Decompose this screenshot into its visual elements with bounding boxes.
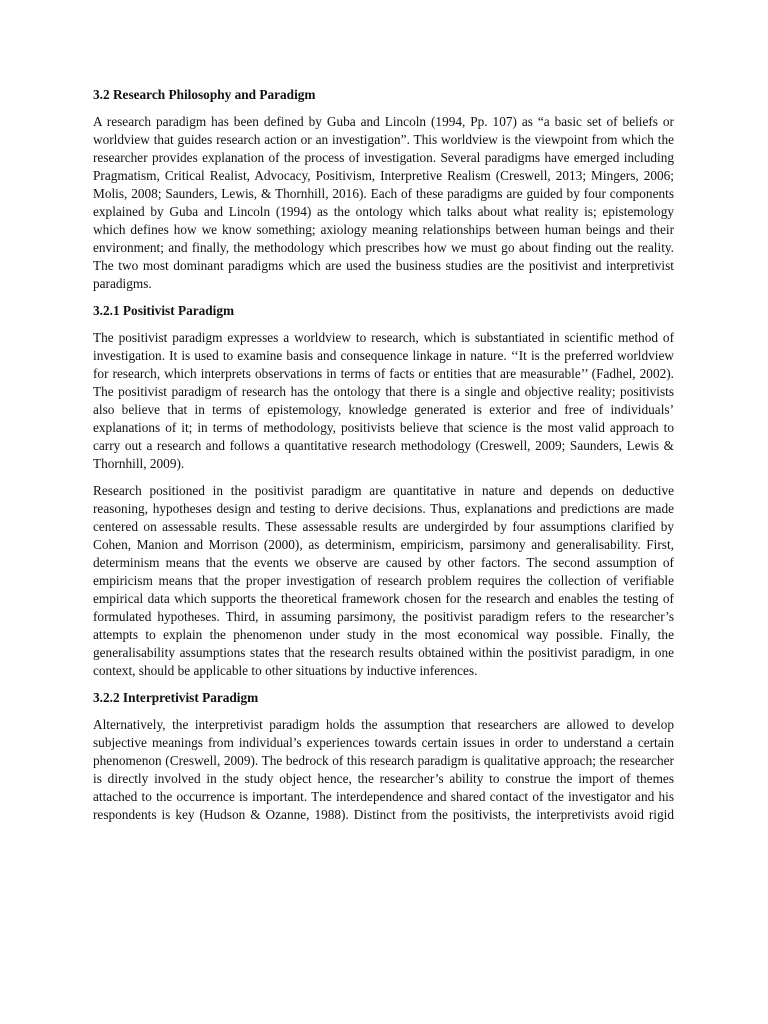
section-heading-interpretivist-paradigm: 3.2.2 Interpretivist Paradigm [93,690,259,705]
section-heading-positivist-paradigm: 3.2.1 Positivist Paradigm [93,303,235,318]
paragraph-research-paradigm-definition: A research paradigm has been defined by Guba and Lincoln (1994, Pp. 107) as “a basic set of beliefs or worldview that guides research action or an investigation”. This worldview is the viewpoint from which the researcher provides explanation of the process of investigation. Several paradigms have emerged including Pragmatism, Critical Realist, Advocacy, Positivism, Interpretive Realism (Creswell, 2013; Mingers, 2006; Molis, 2008; Saunders, Lewis, & Thornhill, 2016). Each of these paradigms are guided by four components explained by Guba and Lincoln (1994) as the ontology which talks about what reality is; epistemology which defines how we know something; axiology meaning relationships between human beings and their environment; and finally, the methodology which prescribes how we must go about finding out the reality. The two most dominant paradigms which are used the business studies are the positivist and interpretivist paradigms. [93,114,674,291]
paragraph-positivist-worldview: The positivist paradigm expresses a worldview to research, which is substantiated in scientific method of investigation. It is used to examine basis and consequence linkage in nature. ‘‘It is the preferred worldview for research, which interprets observations in terms of facts or entities that are measurable’’ (Fadhel, 2002). The positivist paradigm of research has the ontology that there is a single and objective reality; positivists also believe that in terms of epistemology, knowledge generated is exterior and free of individuals’ explanations of it; in terms of methodology, positivists believe that science is the most valid approach to carry out a research and follows a quantitative research methodology (Creswell, 2009; Saunders, Lewis & Thornhill, 2009). [93,330,674,471]
section-heading-research-philosophy: 3.2 Research Philosophy and Paradigm [93,87,316,102]
paragraph-positivist-assumptions: Research positioned in the positivist paradigm are quantitative in nature and depends on deductive reasoning, hypotheses design and testing to derive decisions. Thus, explanations and predictions are made centered on assessable results. These assessable results are undergirded by four assumptions clarified by Cohen, Manion and Morrison (2000), as determinism, empiricism, parsimony and generalisability. First, determinism means that the events we observe are caused by other factors. The second assumption of empiricism means that the proper investigation of research problem requires the collection of verifiable empirical data which supports the theoretical framework chosen for the research and enables the testing of formulated hypotheses. Third, in assuming parsimony, the positivist paradigm refers to the researcher’s attempts to explain the phenomenon under study in the most economical way possible. Finally, the generalisability assumptions states that the research results obtained within the positivist paradigm, in one context, should be applicable to other situations by inductive inferences. [93,483,674,678]
paragraph-interpretivist-approach: Alternatively, the interpretivist paradigm holds the assumption that researchers are allowed to develop subjective meanings from individual’s experiences towards certain issues in order to understand a certain phenomenon (Creswell, 2009). The bedrock of this research paradigm is qualitative approach; the researcher is directly involved in the study object hence, the researcher’s ability to construe the import of themes attached to the occurrence is important. The interdependence and shared contact of the investigator and his respondents is key (Hudson & Ozanne, 1988). Distinct from the positivists, the interpretivists avoid rigid [93,717,674,822]
document-page [93,86,674,833]
